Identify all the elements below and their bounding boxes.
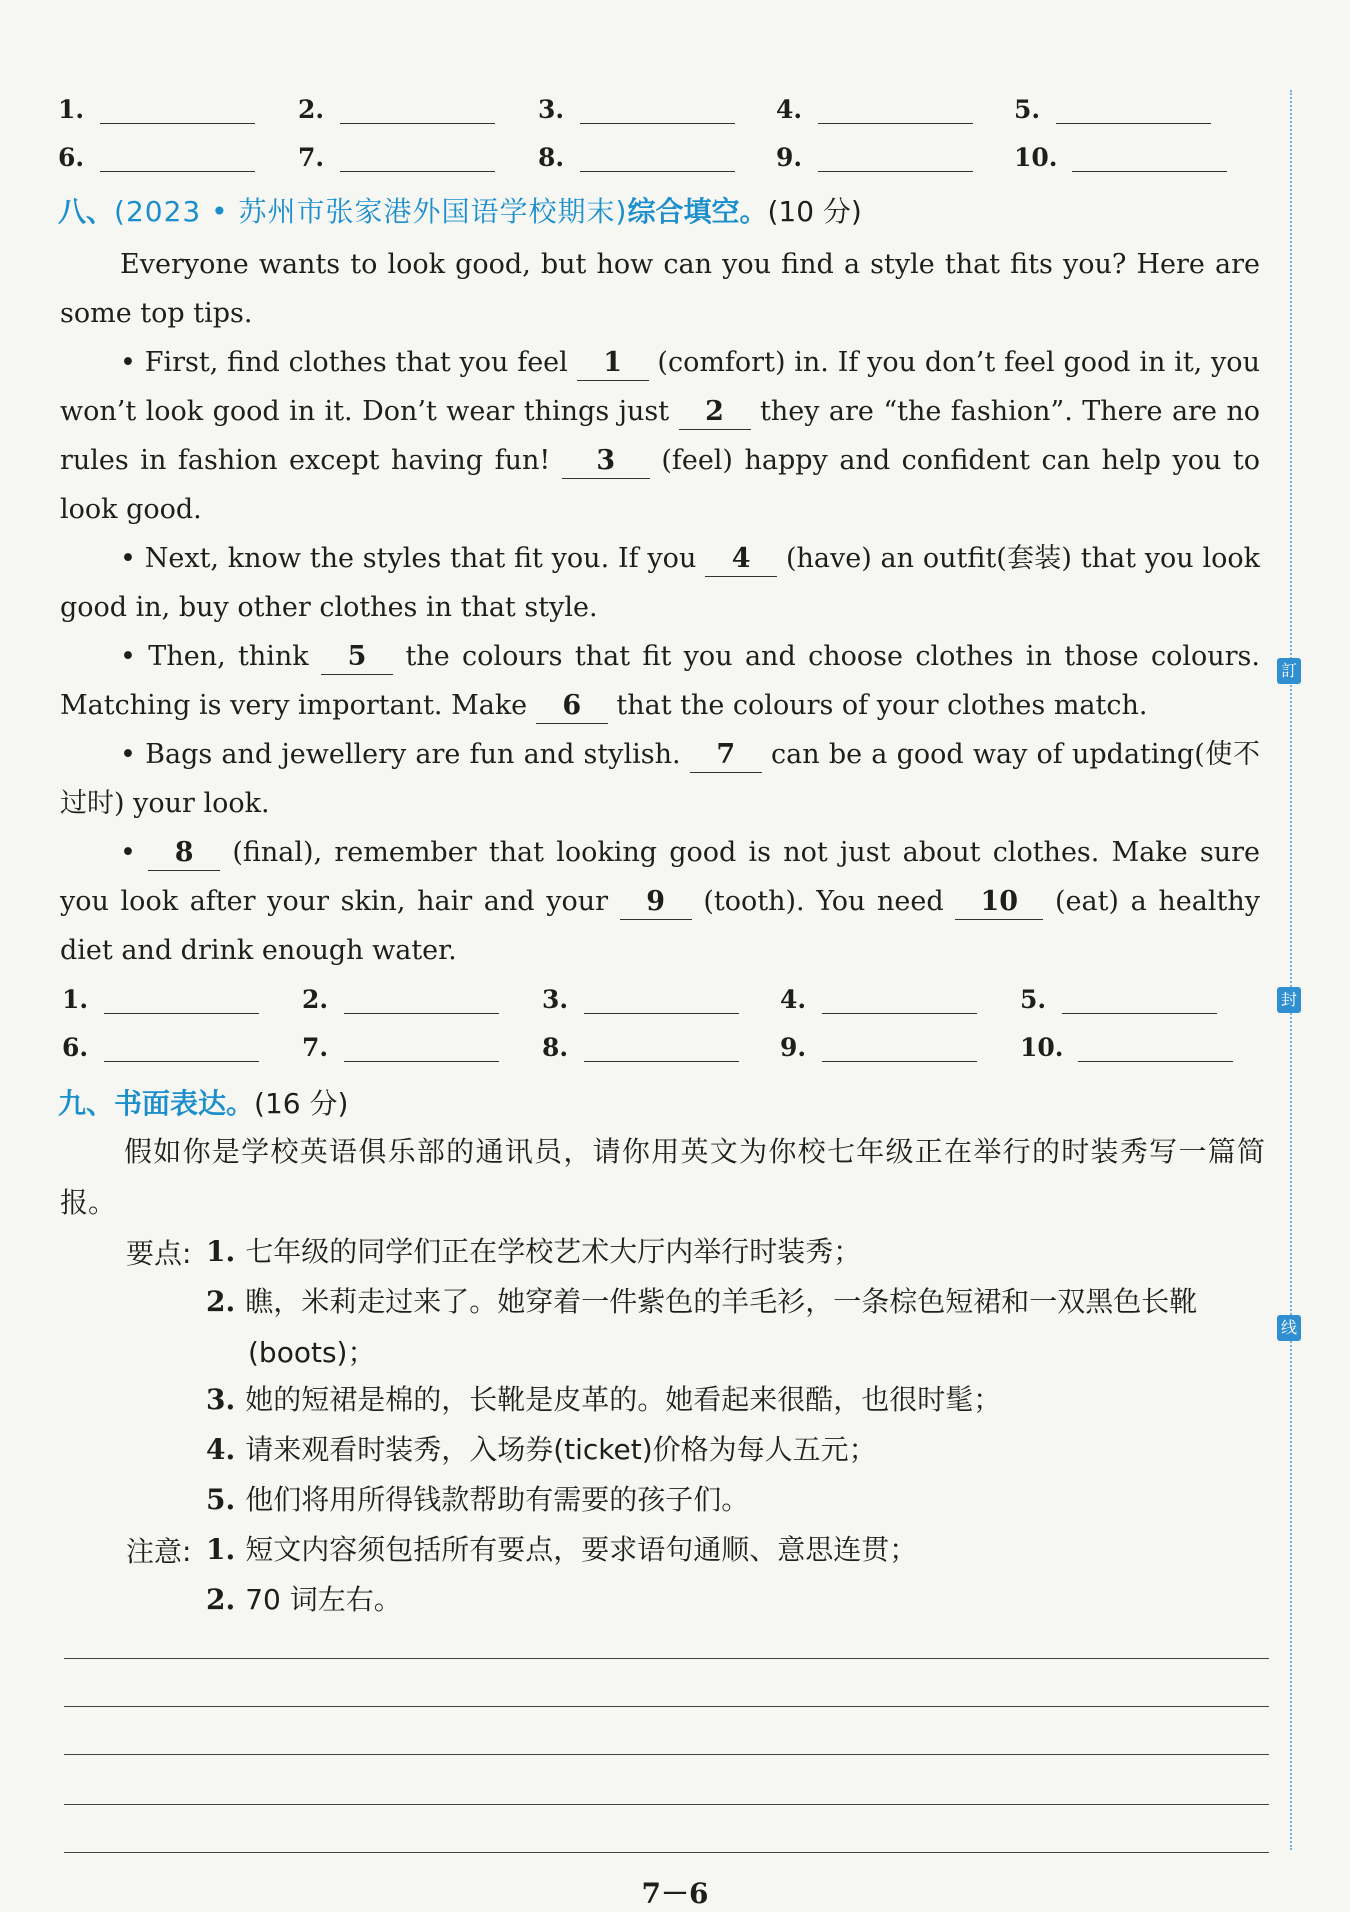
passage-text: (feel) happy and confident can help you to look good. xyxy=(60,445,1260,525)
gap-9[interactable]: 9 xyxy=(620,885,692,920)
answer-number: 10. xyxy=(1014,143,1058,172)
answer-blank[interactable] xyxy=(584,1013,739,1014)
answer-number: 4. xyxy=(776,95,803,124)
key-point-number: 3. xyxy=(206,1383,236,1416)
gap-8[interactable]: 8 xyxy=(148,836,220,871)
passage-text: that the colours of your clothes match. xyxy=(616,690,1148,721)
passage-text: (eat) a healthy diet and drink enough water. xyxy=(60,886,1260,966)
answer-number: 10. xyxy=(1020,1033,1064,1062)
passage-text: the colours that fit you and choose clothes in those colours. Matching is very important. Make xyxy=(60,641,1260,721)
passage-paragraph-4 xyxy=(60,632,1260,730)
answer-blank[interactable] xyxy=(344,1013,499,1014)
answer-number: 5. xyxy=(1014,95,1041,124)
note-text: 70 词左右。 xyxy=(245,1583,402,1616)
answer-blank[interactable] xyxy=(1078,1061,1233,1062)
note-text: 短文内容须包括所有要点，要求语句通顺、意思连贯； xyxy=(245,1533,918,1566)
section-9-title: 书面表达。 xyxy=(114,1087,255,1120)
answer-blank[interactable] xyxy=(340,171,495,172)
answer-blank[interactable] xyxy=(818,123,973,124)
notes-label: 注意: xyxy=(126,1535,192,1568)
key-point-1 xyxy=(206,1226,1266,1277)
margin-tag-cut: 訂 xyxy=(1277,658,1301,684)
key-point-text: 请来观看时装秀，入场券(ticket)价格为每人五元； xyxy=(245,1433,877,1466)
answer-row-bottom-2 xyxy=(58,1026,1238,1066)
gap-1[interactable]: 1 xyxy=(577,346,649,381)
answer-row-bottom-1 xyxy=(58,978,1238,1018)
binding-dotted-line xyxy=(1290,90,1292,1850)
passage-text: • Next, know the styles that fit you. If you xyxy=(120,543,697,574)
section-8-source: (2023 • 苏州市张家港外国语学校期末) xyxy=(114,195,628,228)
answer-number: 6. xyxy=(62,1033,89,1062)
passage-text: Everyone wants to look good, but how can you find a style that fits you? Here are some top tips. xyxy=(60,249,1260,329)
answer-blank[interactable] xyxy=(584,1061,739,1062)
passage-text: (tooth). You need xyxy=(703,886,944,917)
key-point-text: 七年级的同学们正在学校艺术大厅内举行时装秀； xyxy=(245,1235,862,1268)
margin-tag-seal: 封 xyxy=(1277,987,1301,1013)
answer-blank[interactable] xyxy=(822,1013,977,1014)
gap-4[interactable]: 4 xyxy=(705,542,777,577)
writing-line[interactable] xyxy=(64,1658,1269,1659)
section-8-title: 综合填空。 xyxy=(627,195,768,228)
answer-number: 5. xyxy=(1020,985,1047,1014)
section-8-points: (10 分) xyxy=(767,195,862,228)
answer-blank[interactable] xyxy=(100,171,255,172)
writing-line[interactable] xyxy=(64,1804,1269,1805)
writing-prompt-text: 假如你是学校英语俱乐部的通讯员，请你用英文为你校七年级正在举行的时装秀写一篇简报。 xyxy=(60,1135,1265,1219)
answer-number: 8. xyxy=(542,1033,569,1062)
answer-blank[interactable] xyxy=(104,1013,259,1014)
answer-blank[interactable] xyxy=(1062,1013,1217,1014)
answer-number: 9. xyxy=(776,143,803,172)
page-number: 7－6 xyxy=(641,1877,709,1910)
passage-text: • xyxy=(120,837,136,868)
section-9-points: (16 分) xyxy=(254,1087,349,1120)
gap-5[interactable]: 5 xyxy=(321,640,393,675)
note-1 xyxy=(206,1524,1266,1575)
answer-blank[interactable] xyxy=(340,123,495,124)
passage-paragraph-2 xyxy=(60,338,1260,534)
answer-number: 1. xyxy=(62,985,89,1014)
passage-text: (comfort) in. If you don’t feel good in it, you won’t look good in it. Don’t wear things just xyxy=(60,347,1260,427)
key-point-3 xyxy=(206,1374,1266,1425)
passage-text: they are “the fashion”. There are no rules in fashion except having fun! xyxy=(60,396,1261,476)
passage-text: • Then, think xyxy=(120,641,309,672)
key-points-label: 要点: xyxy=(126,1237,192,1270)
key-point-number: 5. xyxy=(206,1483,236,1516)
passage-text: can be a good way of updating(使不过时) your look. xyxy=(60,739,1260,819)
answer-blank[interactable] xyxy=(822,1061,977,1062)
writing-prompt xyxy=(60,1126,1265,1228)
answer-row-top-1 xyxy=(58,88,1238,128)
gap-10[interactable]: 10 xyxy=(955,885,1043,920)
answer-blank[interactable] xyxy=(1056,123,1211,124)
writing-line[interactable] xyxy=(64,1706,1269,1707)
section-8-header xyxy=(58,190,862,230)
answer-number: 3. xyxy=(542,985,569,1014)
key-point-number: 1. xyxy=(206,1235,236,1268)
answer-number: 6. xyxy=(58,143,85,172)
answer-blank[interactable] xyxy=(344,1061,499,1062)
passage-paragraph-6 xyxy=(60,828,1260,975)
passage-paragraph-5 xyxy=(60,730,1260,828)
passage-text: • First, find clothes that you feel xyxy=(120,347,568,378)
answer-blank[interactable] xyxy=(100,123,255,124)
answer-number: 4. xyxy=(780,985,807,1014)
note-number: 1. xyxy=(206,1533,236,1566)
key-point-5 xyxy=(206,1474,1266,1525)
key-point-number: 4. xyxy=(206,1433,236,1466)
note-2 xyxy=(206,1574,1266,1625)
answer-blank[interactable] xyxy=(818,171,973,172)
key-point-text: 瞧，米莉走过来了。她穿着一件紫色的羊毛衫，一条棕色短裙和一双黑色长靴(boots)； xyxy=(245,1285,1198,1369)
answer-blank[interactable] xyxy=(580,123,735,124)
passage-text: (final), remember that looking good is not just about clothes. Make sure you look after your skin, hair and your xyxy=(60,837,1260,917)
key-point-text: 他们将用所得钱款帮助有需要的孩子们。 xyxy=(245,1483,750,1516)
key-point-2 xyxy=(206,1276,1268,1378)
answer-number: 8. xyxy=(538,143,565,172)
key-point-number: 2. xyxy=(206,1285,236,1318)
passage-paragraph-1 xyxy=(60,240,1260,338)
gap-3[interactable]: 3 xyxy=(562,444,650,479)
passage-paragraph-3 xyxy=(60,534,1260,632)
answer-number: 1. xyxy=(58,95,85,124)
answer-blank[interactable] xyxy=(104,1061,259,1062)
answer-number: 7. xyxy=(302,1033,329,1062)
gap-2[interactable]: 2 xyxy=(679,395,751,430)
key-point-text: 她的短裙是棉的，长靴是皮革的。她看起来很酷，也很时髦； xyxy=(245,1383,1002,1416)
section-9-header xyxy=(58,1082,348,1122)
answer-number: 2. xyxy=(298,95,325,124)
answer-number: 2. xyxy=(302,985,329,1014)
margin-tag-line: 线 xyxy=(1277,1315,1301,1341)
answer-number: 9. xyxy=(780,1033,807,1062)
answer-row-top-2 xyxy=(58,136,1238,176)
section-8-number: 八、 xyxy=(58,195,115,228)
gap-6[interactable]: 6 xyxy=(536,689,608,724)
key-point-4 xyxy=(206,1424,1266,1475)
note-number: 2. xyxy=(206,1583,236,1616)
answer-number: 3. xyxy=(538,95,565,124)
passage-text: (have) an outfit(套装) that you look good in, buy other clothes in that style. xyxy=(60,543,1260,623)
answer-blank[interactable] xyxy=(1072,171,1227,172)
writing-line[interactable] xyxy=(64,1754,1269,1755)
answer-blank[interactable] xyxy=(580,171,735,172)
answer-number: 7. xyxy=(298,143,325,172)
passage-text: • Bags and jewellery are fun and stylish. xyxy=(120,739,681,770)
section-9-number: 九、 xyxy=(58,1087,115,1120)
gap-7[interactable]: 7 xyxy=(690,738,762,773)
writing-line[interactable] xyxy=(64,1852,1269,1853)
